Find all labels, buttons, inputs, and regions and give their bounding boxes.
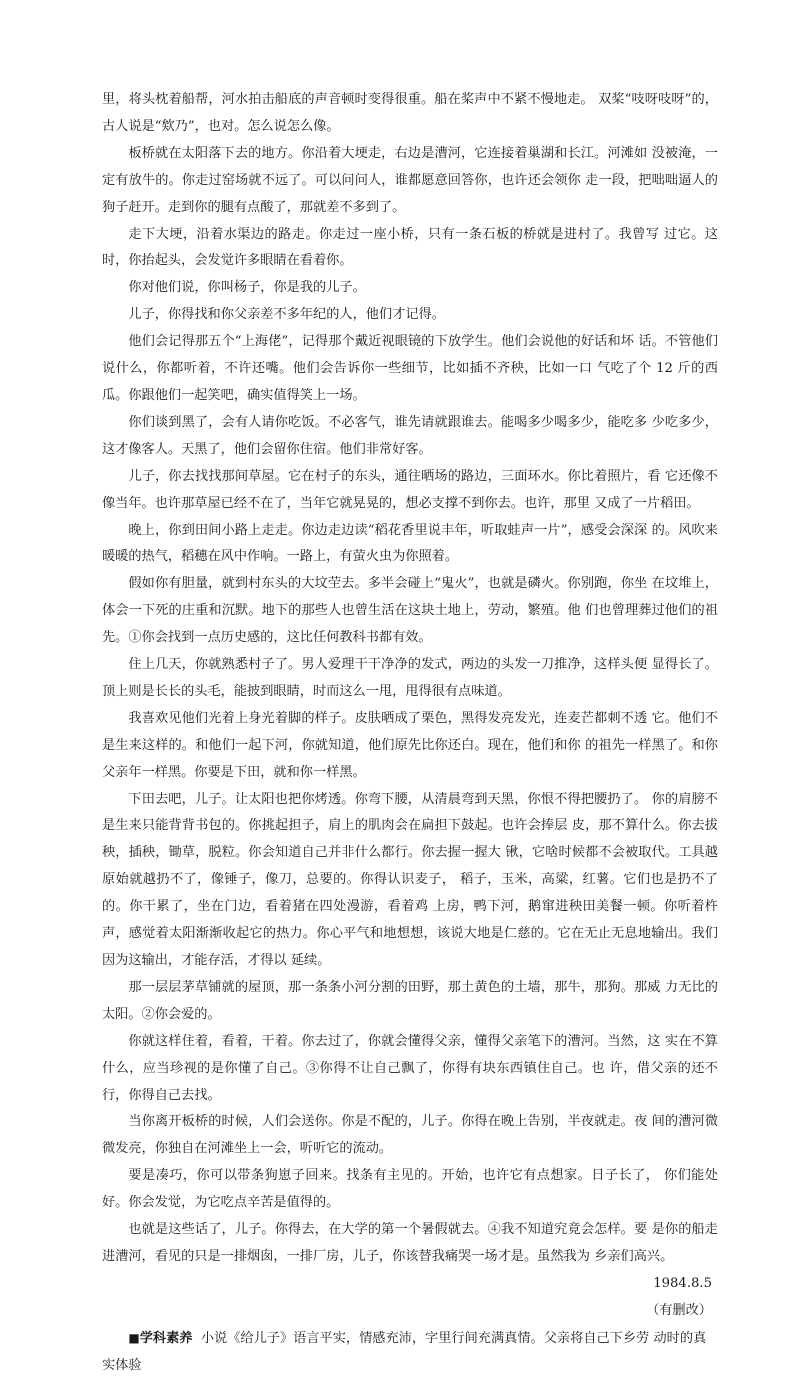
paragraph-7: 你们谈到黑了，会有人请你吃饭。不必客气，谁先请就跟谁去。能喝多少喝多少，能吃多 少吃多少，这才像客人。天黑了，他们会留你住宿。他们非常好客。 xyxy=(102,414,718,457)
paragraph-18: 也就是这些话了，儿子。你得去，在大学的第一个暑假就去。④我不知道究竟会怎样。要 是你的船走进漕河，看见的只是一排烟囱，一排厂房，儿子，你该替我痛哭一场才是。虽然我为 乡亲们高兴。 xyxy=(102,1222,718,1264)
paragraph-15: 你就这样住着，看着，干着。你去过了，你就会懂得父亲，懂得父亲笔下的漕河。当然，这 实在不算什么，应当珍视的是你懂了自己。③你得不让自己飘了，你得有块东西镇住自己。也 许，借父亲的还不行，你得自己去找。 xyxy=(102,1033,718,1103)
note-label-text: 学科素养 xyxy=(139,1330,193,1346)
edit-note: （有删改） xyxy=(646,1302,712,1318)
paragraph-3: 走下大埂，沿着水渠边的路走。你走过一座小桥，只有一条石板的桥就是进村了。我曾写 过它。这时，你抬起头，会发觉许多眼睛在看着你。 xyxy=(102,226,718,269)
paragraph-13: 下田去吧，儿子。让太阳也把你烤透。你弯下腰，从清晨弯到天黑，你恨不得把腰扔了。 你的肩膀不是生来只能背背书包的。你挑起担子，肩上的肌肉会在扁担下鼓起。也许会捧层 皮，那不算什么。你去拔秧，插秧，锄草，脱粒。你会知道自己并非什么都行。你去握一握大 锹，它啥时候都不会被取代。工具越原始就越扔不了，像锤子，像刀，总要的。你得认识麦子， 稻子，玉米，高粱，红薯。它们也是扔不了的。你干累了，坐在门边，看着猪在四处漫游，看着鸡 上房，鸭下河，鹅窜进秧田美餐一顿。你听着杵声，感觉着太阳渐渐收起它的热力。你心平气和地想想，该说大地是仁慈的。它在无止无息地输出。我们因为这输出，才能存活，才得以 延续。 xyxy=(102,791,718,968)
paragraph-6: 他们会记得那五个“上海佬”，记得那个戴近视眼镜的下放学生。他们会说他的好话和坏 话。不管他们说什么，你都听着，不许还嘴。他们会告诉你一些细节，比如插不齐秧，比如一口 气吃了个 12 斤的西瓜。你跟他们一起笑吧，确实值得笑上一场。 xyxy=(102,334,718,403)
paragraph-4: 你对他们说，你叫杨子，你是我的儿子。 xyxy=(128,280,366,296)
paragraph-11: 住上几天，你就熟悉村子了。男人爱理干干净净的发式，两边的头发一刀推净，这样头便 显得长了。顶上则是长长的头毛，能披到眼睛，时而这么一甩，甩得很有点味道。 xyxy=(102,657,718,699)
square-marker-icon: ■ xyxy=(128,1330,140,1345)
paragraph-8: 儿子，你去找找那间草屋。它在村子的东头，通往晒场的路边，三面环水。你比着照片，看 它还像不像当年。也许那草屋已经不在了，当年它就晃晃的，想必支撑不到你去。也许，那里 又成了一片稻田。 xyxy=(102,468,718,511)
paragraph-10: 假如你有胆量，就到村东头的大坟茔去。多半会碰上“鬼火”，也就是磷火。你别跑，你坐 在坟堆上，体会一下死的庄重和沉默。地下的那些人也曾生活在这块土地上，劳动，繁殖。他 们也曾理葬过他们的祖先。①你会找到一点历史感的，这比任何教科书都有效。 xyxy=(102,576,718,646)
paragraph-1: 里，将头枕着船帮，河水拍击船底的声音顿时变得很重。船在桨声中不紧不慢地走。 双桨“吱呀吱呀”的，古人说是“欸乃”，也对。怎么说怎么像。 xyxy=(102,92,718,134)
paragraph-5: 儿子，你得找和你父亲差不多年纪的人，他们才记得。 xyxy=(128,307,445,323)
paragraph-17: 要是凑巧，你可以带条狗崽子回来。找条有主见的。开始，也许它有点想家。日子长了， 你们能处好。你会发觉，为它吃点辛苦是值得的。 xyxy=(102,1168,718,1211)
subject-literacy-note xyxy=(102,1325,718,1380)
paragraph-16: 当你离开板桥的时候，人们会送你。你是不配的，儿子。你得在晚上告别，半夜就走。夜 间的漕河微微发亮，你独自在河滩坐上一会，听听它的流动。 xyxy=(102,1114,718,1157)
paragraph-12: 我喜欢见他们光着上身光着脚的样子。皮肤晒成了栗色，黑得发亮发光，连麦芒都刺不透 它。他们不是生来这样的。和他们一起下河，你就知道，他们原先比你还白。现在，他们和你 的祖先一样黑了。和你父亲年一样黑。你要是下田，就和你一样黑。 xyxy=(102,710,718,780)
date-line: 1984.8.5 xyxy=(653,1275,712,1291)
document-body xyxy=(102,87,718,1380)
note-text: 小说《给儿子》语言平实，情感充沛，字里行间充满真情。父亲将自己下乡劳 动时的真实体验 xyxy=(102,1330,707,1373)
paragraph-9: 晚上，你到田间小路上走走。你边走边读“稻花香里说丰年，听取蛙声一片”，感受会深深 的。风吹来暖暖的热气，稻穗在风中作响。一路上，有萤火虫为你照着。 xyxy=(102,522,718,565)
note-label xyxy=(128,1331,192,1346)
paragraph-14: 那一层层茅草铺就的屋顶，那一条条小河分割的田野，那土黄色的土墙，那牛，那狗。那威 力无比的太阳。②你会爱的。 xyxy=(102,979,718,1022)
paragraph-2: 板桥就在太阳落下去的地方。你沿着大埂走，右边是漕河，它连接着巢湖和长江。河滩如 没被淹，一定有放牛的。你走过窑场就不远了。可以问问人，谁都愿意回答你，也许还会领你 走一段，把咄咄逼人的狗子赶开。走到你的腿有点酸了，那就差不多到了。 xyxy=(102,145,718,215)
